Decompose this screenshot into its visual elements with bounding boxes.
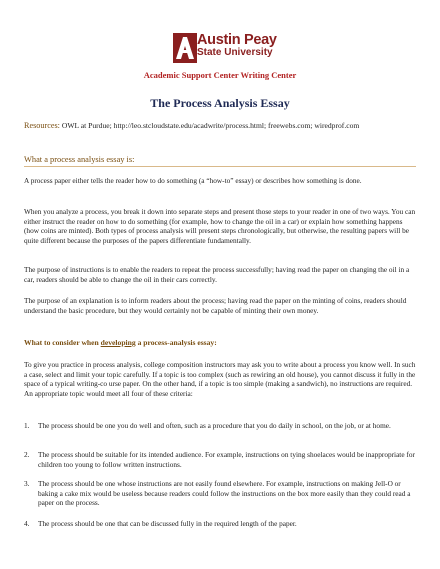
list-number: 3. (24, 479, 30, 488)
section-heading-what: What a process analysis essay is: (24, 155, 135, 164)
university-logo (173, 33, 295, 67)
list-text: The process should be one that can be discussed fully in the required length of the paper. (38, 519, 297, 528)
resources-label: Resources: (24, 121, 60, 130)
paragraph: The purpose of an explanation is to inform readers about the process; having read the paper on the minting of coins, readers should understand the basic procedure, but they would certainly not be capable of minting their own money. (24, 296, 407, 315)
paragraph: When you analyze a process, you break it down into separate steps and present those steps to your reader in one of two ways. You can either instruct the reader on how to do something (for example, how to change the oil in a car) or explain how something happens (how coins are minted). Both types of process analysis will present steps chronologically, but otherwise, the resulting papers will be quite different because the purposes of the papers differentiate fundamentally. (24, 207, 416, 245)
list-number: 1. (24, 421, 30, 430)
center-title: Academic Support Center Writing Center (143, 70, 297, 80)
paragraph: A process paper either tells the reader how to do something (a “how-to” essay) or describes how something is done. (24, 176, 362, 185)
intro-paragraph: To give you practice in process analysis, college composition instructors may ask you to write about a process you know well. In such a case, select and limit your topic carefully. If a topic is too complex (such as rewiring an old house), you cannot discuss it fully in the space of a typical writing-co urse paper. On the other hand, if a topic is too simple (making a sandwich), no instructions are required. An appropriate topic would meet all four of these criteria: (24, 360, 416, 398)
list-text: The process should be one you do well and often, such as a procedure that you do daily in school, on the job, or at home. (38, 421, 391, 430)
document-title: The Process Analysis Essay (150, 96, 290, 110)
section-heading-consider (24, 338, 217, 347)
logo-name: Austin Peay (197, 32, 277, 48)
heading-underlined: developing (100, 338, 136, 347)
list-number: 4. (24, 519, 30, 528)
heading-part: a process-analysis essay: (135, 338, 217, 347)
resources-text: OWL at Purdue; http://leo.stcloudstate.edu/acadwrite/process.html; freewebs.com; wiredprof.com (59, 121, 360, 130)
paragraph: The purpose of instructions is to enable the readers to repeat the process successfully; having read the paper on changing the oil in a car, readers should be able to change the oil in their cars correctly. (24, 265, 410, 284)
heading-part: What to consider when (24, 338, 101, 347)
logo-subname: State University (197, 47, 273, 58)
apsu-logo-icon (173, 33, 197, 63)
list-number: 2. (24, 450, 30, 459)
list-text: The process should be suitable for its intended audience. For example, instructions on tying shoelaces would be inappropriate for children too young to follow written instructions. (38, 450, 415, 469)
section-divider (24, 166, 416, 167)
list-text: The process should be one whose instructions are not easily found elsewhere. For example, instructions on making Jell-O or baking a cake mix would be useless because readers could follow the instructions on the box more easily than they could read a paper on the process. (38, 479, 411, 508)
resources-line (24, 121, 424, 132)
